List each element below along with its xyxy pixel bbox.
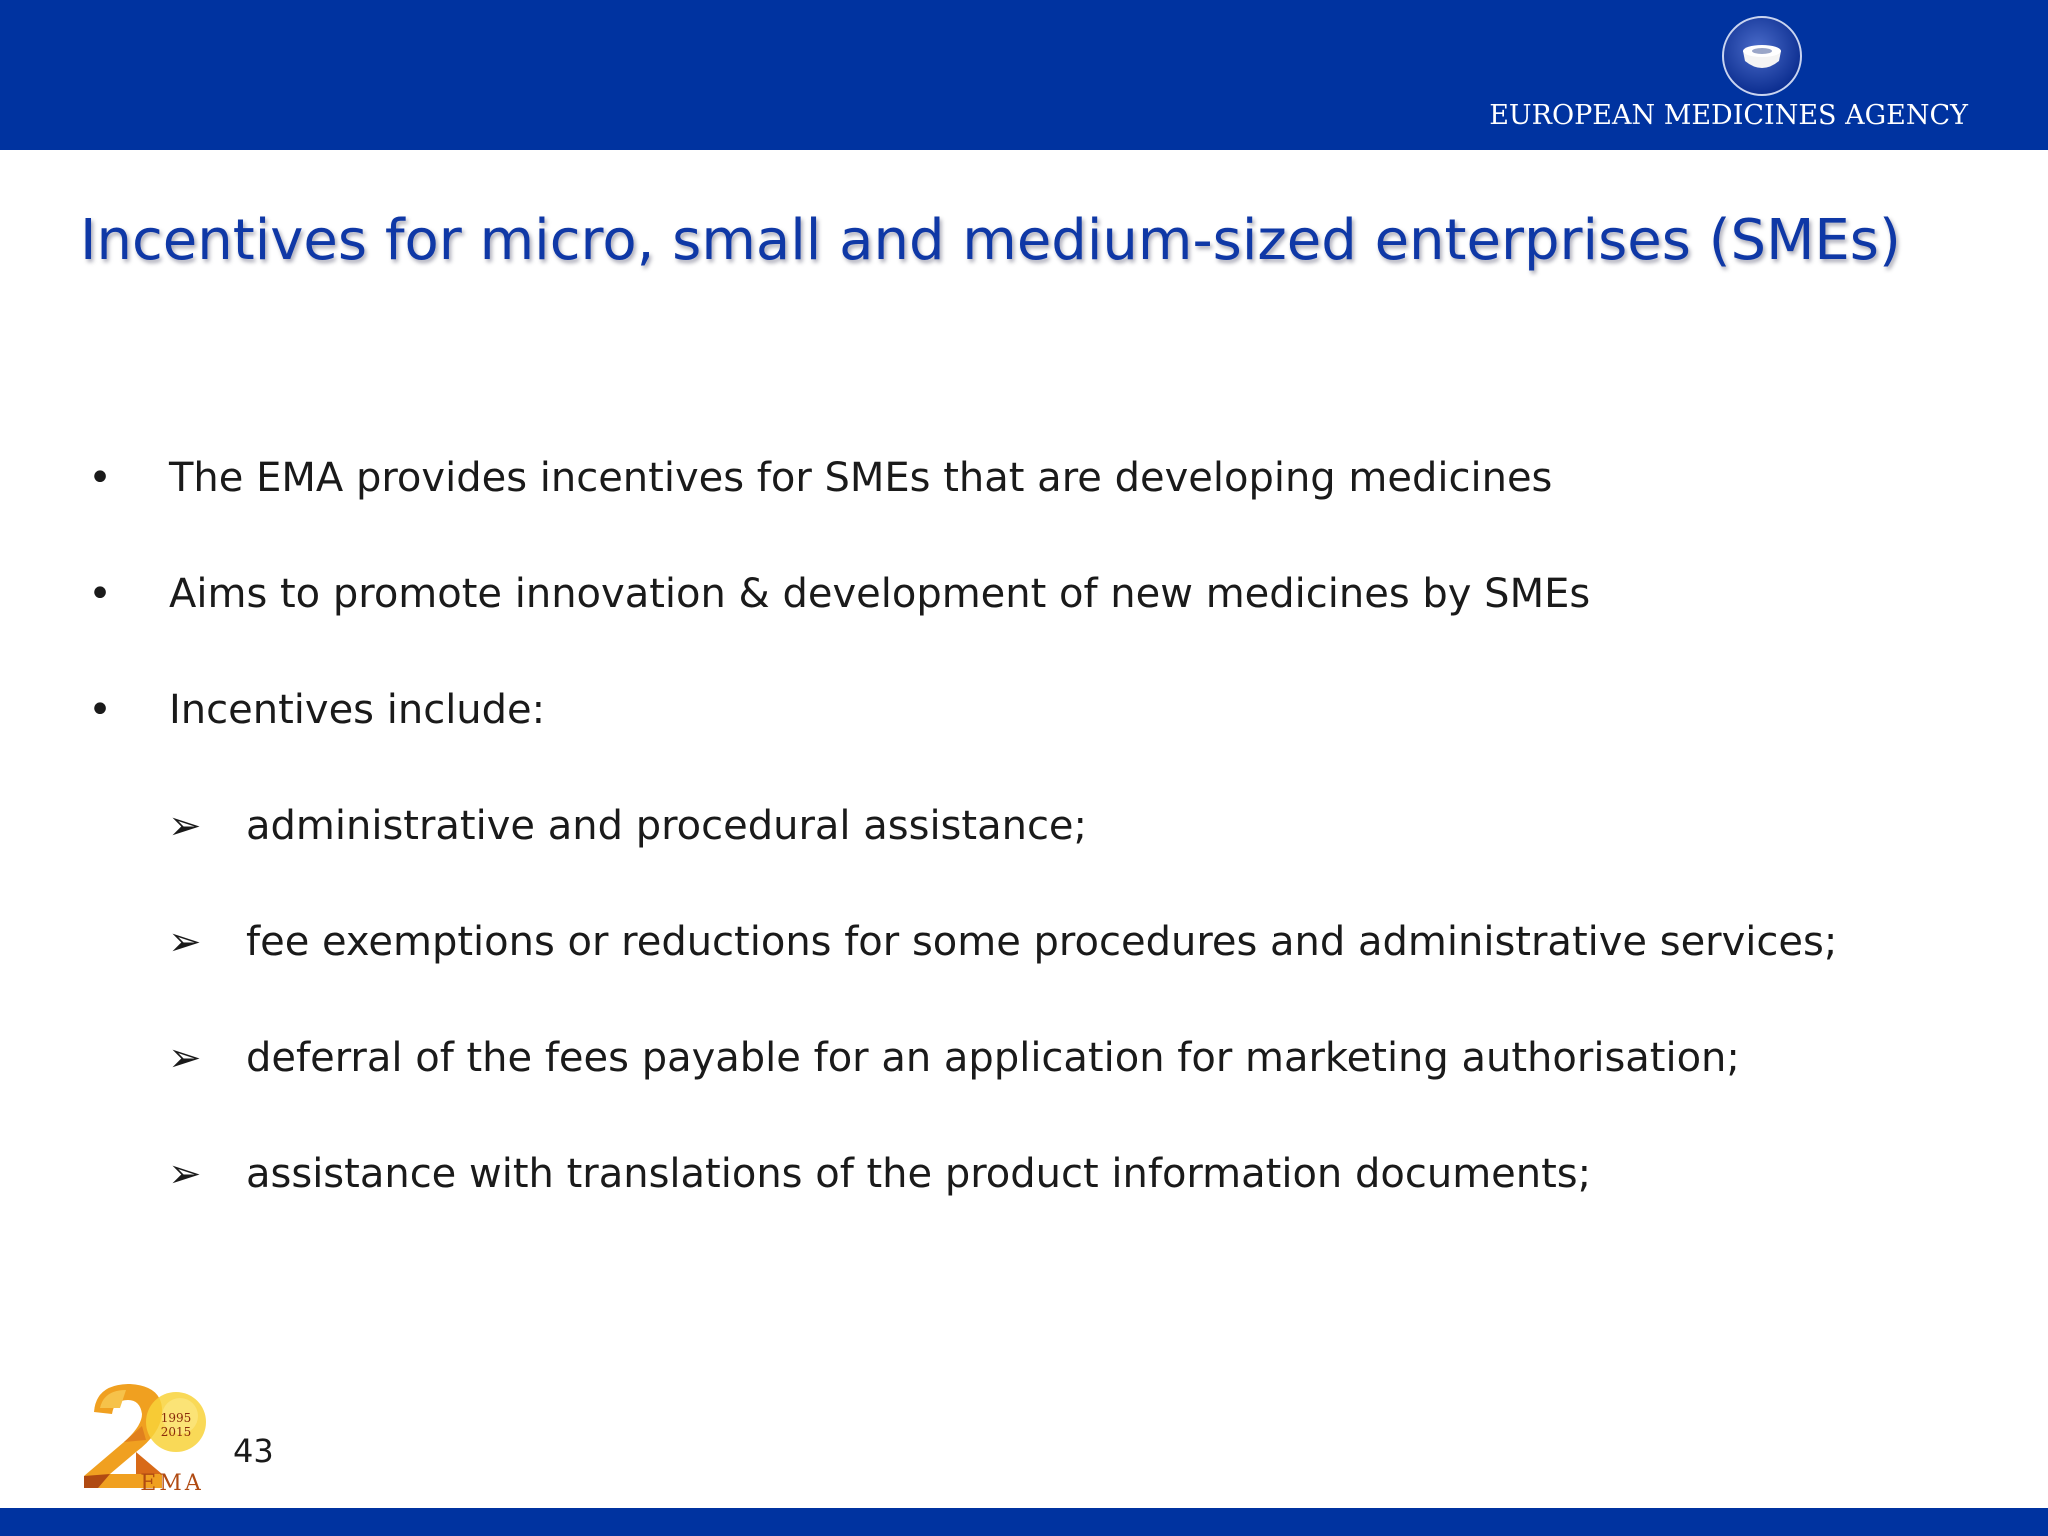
sub-bullet-text: assistance with translations of the product information documents; <box>246 1151 1592 1197</box>
slide-title: Incentives for micro, small and medium-sized enterprises (SMEs) <box>80 208 1901 273</box>
logo-year-end: 2015 <box>160 1425 192 1439</box>
arrow-bullet-icon: ➢ <box>168 803 202 849</box>
logo-wordmark: EMA <box>140 1471 204 1494</box>
arrow-bullet-icon: ➢ <box>168 1035 202 1081</box>
logo-year-start: 1995 <box>160 1411 192 1425</box>
page-number: 43 <box>233 1432 274 1470</box>
bullet-marker: • <box>88 687 112 733</box>
sub-bullet-text: fee exemptions or reductions for some procedures and administrative services; <box>246 919 1838 965</box>
bullet-text: The EMA provides incentives for SMEs that are developing medicines <box>169 455 1553 501</box>
sub-bullet-text: administrative and procedural assistance; <box>246 803 1088 849</box>
organization-wordmark: EUROPEAN MEDICINES AGENCY <box>1489 100 1968 131</box>
arrow-bullet-icon: ➢ <box>168 919 202 965</box>
arrow-bullet-icon: ➢ <box>168 1151 202 1197</box>
bullet-marker: • <box>88 571 112 617</box>
ema-emblem-icon <box>1721 15 1803 97</box>
footer-band <box>0 1508 2048 1536</box>
bullet-marker: • <box>88 455 112 501</box>
header-band <box>0 0 2048 150</box>
bullet-text: Incentives include: <box>169 687 546 733</box>
ema-20-years-logo <box>80 1378 210 1494</box>
bullet-text: Aims to promote innovation & development of new medicines by SMEs <box>169 571 1591 617</box>
sub-bullet-text: deferral of the fees payable for an application for marketing authorisation; <box>246 1035 1740 1081</box>
